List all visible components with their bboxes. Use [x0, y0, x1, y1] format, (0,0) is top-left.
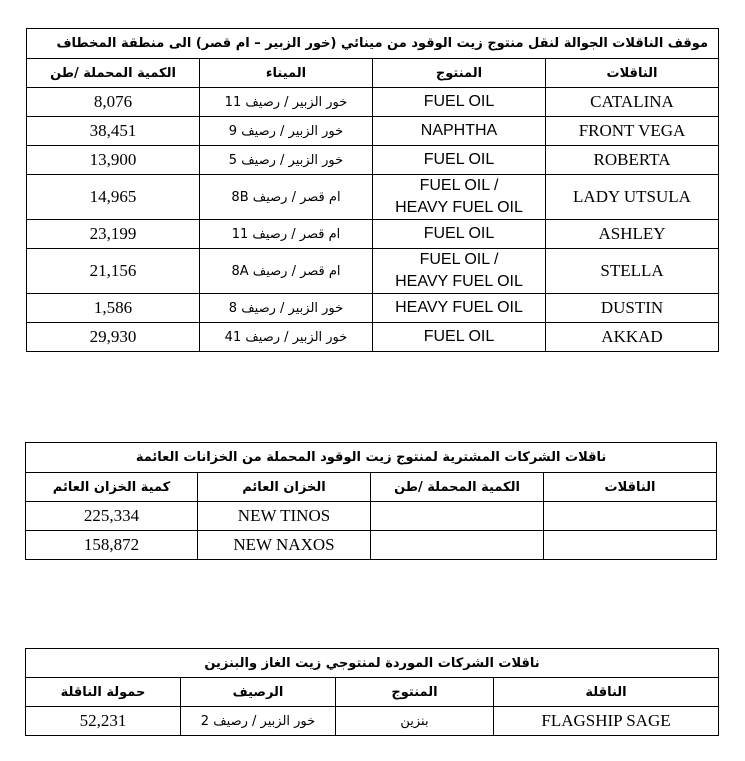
product-line-1: FUEL OIL /: [419, 251, 499, 268]
table-row: [27, 146, 719, 175]
port-cell: ام قصر / رصيف 8B: [200, 175, 373, 220]
product-cell: FUEL OIL: [373, 88, 546, 117]
port-cell: خور الزبير / رصيف 5: [200, 146, 373, 175]
quantity-cell: 21,156: [27, 249, 200, 294]
table-title: موقف الناقلات الجوالة لنقل منتوج زيت الوقود من مينائي (خور الزبير – ام قصر) الى منطقة المخطاف: [27, 29, 719, 59]
tanker-cell: CATALINA: [546, 88, 719, 117]
table-row: [27, 220, 719, 249]
quantity-cell: 23,199: [27, 220, 200, 249]
product-line-2: HEAVY FUEL OIL: [395, 273, 523, 290]
tanker-cell: LADY UTSULA: [546, 175, 719, 220]
tank-quantity-cell: 225,334: [26, 502, 198, 531]
table-row: [27, 117, 719, 146]
port-cell: ام قصر / رصيف 8A: [200, 249, 373, 294]
loaded-quantity-cell: [371, 531, 544, 560]
floating-tank-cell: NEW TINOS: [198, 502, 371, 531]
port-cell: ام قصر / رصيف 11: [200, 220, 373, 249]
tanker-cell: [544, 531, 717, 560]
port-cell: خور الزبير / رصيف 11: [200, 88, 373, 117]
tankers-port-table: [26, 28, 719, 352]
quantity-cell: 38,451: [27, 117, 200, 146]
product-cell: [373, 249, 546, 294]
header-product: المنتوج: [373, 59, 546, 88]
header-port: الميناء: [200, 59, 373, 88]
tanker-cell: [544, 502, 717, 531]
quantity-cell: 1,586: [27, 294, 200, 323]
table-row: [27, 323, 719, 352]
product-cell: NAPHTHA: [373, 117, 546, 146]
table-row: [27, 249, 719, 294]
header-berth: الرصيف: [181, 678, 336, 707]
product-cell: FUEL OIL: [373, 220, 546, 249]
header-loaded-quantity: الكمية المحملة /طن: [371, 473, 544, 502]
port-cell: خور الزبير / رصيف 8: [200, 294, 373, 323]
tanker-cell: DUSTIN: [546, 294, 719, 323]
table-row: [26, 531, 717, 560]
product-cell: [373, 175, 546, 220]
quantity-cell: 13,900: [27, 146, 200, 175]
header-floating-tank: الخزان العائم: [198, 473, 371, 502]
quantity-cell: 8,076: [27, 88, 200, 117]
tanker-cell: STELLA: [546, 249, 719, 294]
tanker-load-cell: 52,231: [26, 707, 181, 736]
table-row: [27, 175, 719, 220]
product-cell: FUEL OIL: [373, 323, 546, 352]
table-row: [26, 707, 719, 736]
quantity-cell: 29,930: [27, 323, 200, 352]
supplier-tankers-table: [25, 648, 719, 736]
header-tanker-load: حمولة الناقلة: [26, 678, 181, 707]
header-tankers: الناقلات: [544, 473, 717, 502]
product-line-1: FUEL OIL /: [419, 177, 499, 194]
header-quantity: الكمية المحملة /طن: [27, 59, 200, 88]
tank-quantity-cell: 158,872: [26, 531, 198, 560]
quantity-cell: 14,965: [27, 175, 200, 220]
table-title: ناقلات الشركات الموردة لمنتوجي زيت الغاز والبنزين: [26, 649, 719, 678]
header-product: المنتوج: [336, 678, 494, 707]
loaded-quantity-cell: [371, 502, 544, 531]
tanker-cell: ROBERTA: [546, 146, 719, 175]
floating-tanks-table: [25, 442, 717, 560]
product-cell: HEAVY FUEL OIL: [373, 294, 546, 323]
tanker-cell: AKKAD: [546, 323, 719, 352]
berth-cell: خور الزبير / رصيف 2: [181, 707, 336, 736]
product-cell: FUEL OIL: [373, 146, 546, 175]
tanker-cell: FRONT VEGA: [546, 117, 719, 146]
table-row: [27, 88, 719, 117]
header-tanker: الناقلة: [494, 678, 719, 707]
tanker-cell: ASHLEY: [546, 220, 719, 249]
header-tank-quantity: كمية الخزان العائم: [26, 473, 198, 502]
product-line-2: HEAVY FUEL OIL: [395, 199, 523, 216]
tanker-cell: FLAGSHIP SAGE: [494, 707, 719, 736]
table-title: ناقلات الشركات المشترية لمنتوج زيت الوقود المحملة من الخزانات العائمة: [26, 443, 717, 473]
port-cell: خور الزبير / رصيف 41: [200, 323, 373, 352]
table-row: [26, 502, 717, 531]
port-cell: خور الزبير / رصيف 9: [200, 117, 373, 146]
header-tankers: الناقلات: [546, 59, 719, 88]
floating-tank-cell: NEW NAXOS: [198, 531, 371, 560]
table-row: [27, 294, 719, 323]
product-cell: بنزين: [336, 707, 494, 736]
